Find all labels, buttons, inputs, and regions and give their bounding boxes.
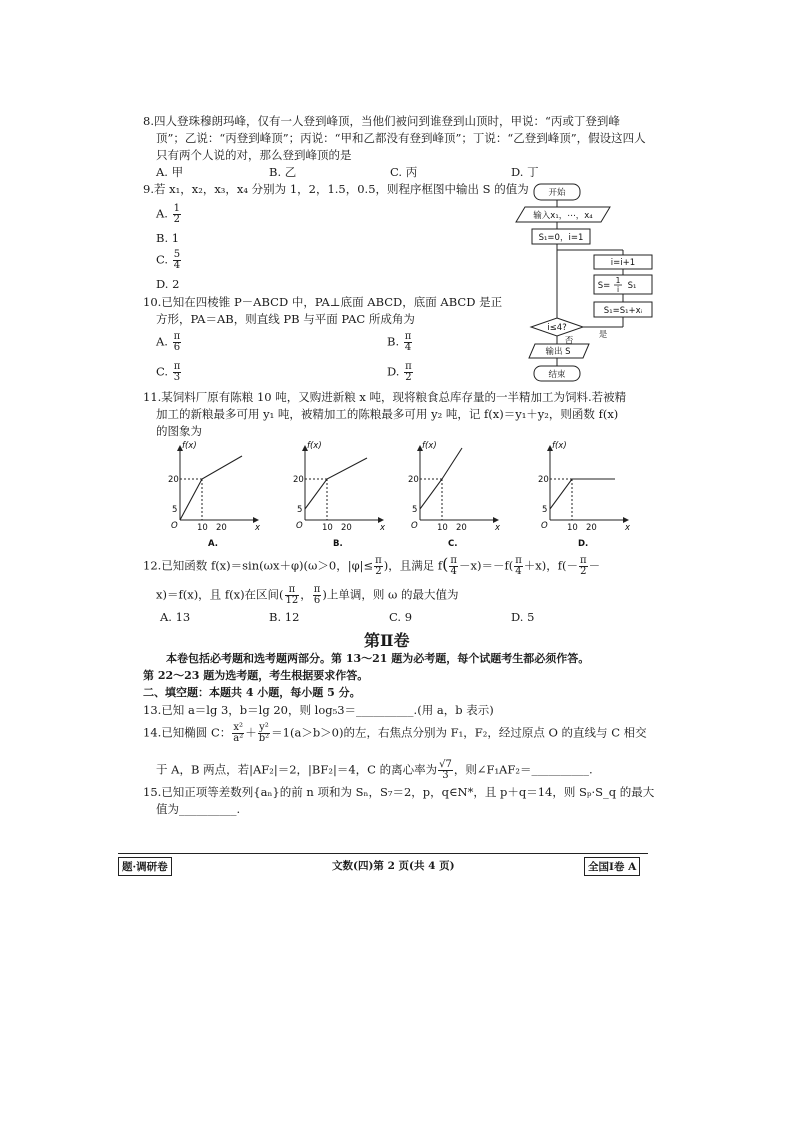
q14-p2: ＝1(a＞b＞0)的左，右焦点分别为 F₁，F₂，经过原点 O 的直线与 C 相交 bbox=[271, 725, 647, 740]
q10-d-label: D. bbox=[387, 364, 400, 379]
graph-b-ylabel: f(x) bbox=[307, 441, 322, 451]
q10-b-den: 4 bbox=[404, 342, 412, 353]
q10-b-num: π bbox=[404, 331, 412, 342]
graph-c-origin: O bbox=[411, 521, 418, 531]
graph-c-x10: 10 bbox=[437, 523, 448, 533]
graph-a bbox=[180, 446, 258, 520]
graph-a-ylabel: f(x) bbox=[182, 441, 197, 451]
q9-c-den: 4 bbox=[173, 260, 181, 271]
q15-line2: 值为__________. bbox=[156, 802, 241, 816]
q10-line1: 10.已知在四棱锥 P－ABCD 中，PA⊥底面 ABCD，底面 ABCD 是正 bbox=[143, 295, 503, 309]
q10-b-label: B. bbox=[387, 334, 400, 349]
q12-two-b: 2 bbox=[580, 566, 587, 577]
q9-stem: 9.若 x₁，x₂，x₃，x₄ 分别为 1，2，1.5，0.5，则程序框图中输出 S 的值为 bbox=[143, 182, 529, 196]
q12-frac-pi12 bbox=[285, 585, 300, 606]
q12-option-d: D. 5 bbox=[511, 610, 535, 624]
q10-a-label: A. bbox=[156, 334, 168, 349]
q8-line3: 只有两个人说的对，那么登到峰顶的是 bbox=[156, 148, 352, 162]
flow-input-text: 输入x₁，⋯，x₄ bbox=[533, 211, 593, 221]
q12-l2a: x)＝f(x)，且 f(x)在区间( bbox=[156, 587, 284, 602]
q9-a-fraction bbox=[173, 204, 181, 225]
q12-four-b: 4 bbox=[515, 566, 522, 577]
graph-b-y5: 5 bbox=[297, 505, 303, 515]
q11-line2: 加工的新粮最多可用 y₁ 吨，被精加工的陈粮最多可用 y₂ 吨，记 f(x)＝y₁＋y₂，则函数 f(x) bbox=[156, 407, 619, 421]
q10-option-b bbox=[387, 332, 413, 353]
flow-init-text: S₁=0，i=1 bbox=[538, 233, 584, 243]
q10-c-den: 3 bbox=[173, 372, 181, 383]
graph-d-x20: 20 bbox=[586, 523, 597, 533]
q8-option-d: D. 丁 bbox=[511, 165, 539, 179]
graph-d-label: D. bbox=[578, 539, 589, 549]
q9-c-fraction bbox=[173, 250, 181, 271]
graph-a-y20: 20 bbox=[168, 475, 179, 485]
q12-line1 bbox=[143, 556, 600, 577]
graph-b-x20: 20 bbox=[341, 523, 352, 533]
q12-p4: ( bbox=[442, 554, 449, 574]
flow-s-sub: S₁ bbox=[627, 281, 637, 291]
flow-no-label: 否 bbox=[564, 336, 574, 346]
q12-p1: 12.已知函数 f(x)＝sin(ωx＋φ) bbox=[143, 558, 304, 573]
q12-pi-a: π bbox=[375, 555, 382, 566]
q10-a-fraction bbox=[173, 332, 182, 353]
q12-frac-pi4a bbox=[449, 556, 458, 577]
q9-a-num: 1 bbox=[173, 203, 180, 214]
part2-intro-line2: 第 22～23 题为选考题，考生根据要求作答。 bbox=[143, 669, 369, 682]
graph-c-label: C. bbox=[448, 539, 458, 549]
q14-line2 bbox=[156, 760, 593, 781]
q11-line3: 的图象为 bbox=[156, 424, 202, 438]
q9-option-c bbox=[156, 250, 182, 271]
q12-p7: － bbox=[588, 558, 601, 573]
q14-plus: ＋ bbox=[245, 725, 257, 740]
q12-p6: ＋x)，f(－ bbox=[523, 558, 578, 573]
footer-rule bbox=[118, 853, 648, 854]
q12-frac-pi2b bbox=[579, 556, 588, 577]
q12-two-a: 2 bbox=[375, 566, 382, 577]
q10-c-label: C. bbox=[156, 364, 169, 379]
graph-c-y5: 5 bbox=[412, 505, 418, 515]
q10-d-den: 2 bbox=[405, 372, 412, 383]
q8-line2: 顶”；乙说：“丙登到峰顶”；丙说：“甲和乙都没有登到峰顶”；丁说：“乙登到峰顶”，假设这四人 bbox=[156, 131, 646, 145]
q9-option-b: B. 1 bbox=[156, 231, 180, 245]
graph-d bbox=[550, 446, 628, 520]
q12-pi-e: π bbox=[285, 585, 300, 596]
q13-text: 13.已知 a＝lg 3，b＝lg 20，则 log₅3＝__________.(用 a，b 表示) bbox=[143, 703, 494, 717]
q10-c-num: π bbox=[173, 361, 181, 372]
graph-d-origin: O bbox=[541, 521, 548, 531]
q10-option-a bbox=[156, 332, 182, 353]
graph-a-xlabel: x bbox=[255, 523, 261, 533]
graph-c-xlabel: x bbox=[495, 523, 501, 533]
graph-d-xlabel: x bbox=[625, 523, 630, 533]
q10-b-fraction bbox=[404, 332, 413, 353]
q14-xden: a² bbox=[233, 733, 244, 744]
q15-line1: 15.已知正项等差数列{aₙ}的前 n 项和为 Sₙ，S₇＝2，p，q∈N*，且 p＋q＝14，则 Sₚ·S_q 的最大 bbox=[143, 785, 655, 799]
graph-a-x10: 10 bbox=[197, 523, 208, 533]
q8-option-c: C. 丙 bbox=[390, 165, 418, 179]
flow-s-eq: S= bbox=[597, 281, 611, 291]
q12-frac-pi2 bbox=[374, 556, 383, 577]
q10-option-d bbox=[387, 362, 414, 383]
graph-b-x10: 10 bbox=[322, 523, 333, 533]
q10-c-fraction bbox=[173, 362, 182, 383]
q14-eden: 3 bbox=[442, 770, 449, 781]
q14-l2a: 于 A，B 两点，若|AF₂|＝2，|BF₂|＝4，C 的离心率为 bbox=[156, 762, 438, 777]
graph-d-x10: 10 bbox=[567, 523, 578, 533]
q12-pi-c: π bbox=[515, 555, 522, 566]
q12-p5: －x)＝－f( bbox=[458, 558, 514, 573]
flow-s-num: 1 bbox=[615, 276, 621, 285]
q9-a-den: 2 bbox=[173, 214, 180, 225]
footer-right: 全国Ⅰ卷 A bbox=[584, 857, 640, 876]
q12-pi-b: π bbox=[450, 555, 457, 566]
q8-option-a: A. 甲 bbox=[156, 165, 184, 179]
graph-c bbox=[420, 446, 498, 520]
q12-l2b: )上单调，则 ω 的最大值为 bbox=[322, 587, 459, 602]
q12-p2: (ω＞0，|φ|≤ bbox=[303, 558, 374, 573]
q12-option-b: B. 12 bbox=[269, 610, 300, 624]
flow-accum-text: S₁=S₁+xᵢ bbox=[603, 306, 643, 316]
q12-frac-pi4b bbox=[514, 556, 523, 577]
q9-option-d: D. 2 bbox=[156, 277, 180, 291]
q14-x-fraction bbox=[232, 723, 244, 744]
q10-d-num: π bbox=[405, 361, 412, 372]
q12-line2 bbox=[156, 585, 459, 606]
q10-line2: 方形，PA＝AB，则直线 PB 与平面 PAC 所成角为 bbox=[156, 312, 415, 326]
graph-c-ylabel: f(x) bbox=[422, 441, 437, 451]
q14-yden: b² bbox=[258, 733, 270, 744]
graph-b bbox=[305, 446, 383, 520]
q12-six: 6 bbox=[313, 595, 321, 606]
section-fill-in-heading: 二、填空题：本题共 4 小题，每小题 5 分。 bbox=[143, 686, 361, 699]
graph-a-curve bbox=[180, 456, 242, 520]
q12-frac-pi6 bbox=[313, 585, 322, 606]
graph-b-xlabel: x bbox=[380, 523, 386, 533]
graph-b-origin: O bbox=[296, 521, 303, 531]
flow-s-den: i bbox=[616, 285, 620, 294]
q12-p3: )，且满足 f bbox=[383, 558, 443, 573]
q9-c-num: 5 bbox=[173, 249, 181, 260]
q14-l2b: ，则∠F₁AF₂＝__________. bbox=[453, 762, 593, 777]
graph-d-y20: 20 bbox=[538, 475, 549, 485]
graph-b-curve bbox=[305, 458, 367, 509]
part2-title: 第Ⅱ卷 bbox=[364, 631, 410, 650]
q12-comma: ， bbox=[300, 587, 312, 602]
q14-xnum: x² bbox=[233, 722, 244, 733]
q12-pi-f: π bbox=[313, 584, 321, 595]
graph-c-y20: 20 bbox=[408, 475, 419, 485]
q12-four-a: 4 bbox=[450, 566, 457, 577]
q12-pi-d: π bbox=[580, 555, 587, 566]
q9-option-a bbox=[156, 204, 182, 225]
graph-c-x20: 20 bbox=[456, 523, 467, 533]
q9-c-label: C. bbox=[156, 252, 169, 267]
graph-d-curve bbox=[550, 479, 615, 509]
q10-option-c bbox=[156, 362, 182, 383]
q14-enum: √7 bbox=[439, 759, 452, 770]
flow-end-text: 结束 bbox=[548, 370, 566, 380]
q14-ynum: y² bbox=[259, 722, 269, 733]
flow-start-text: 开始 bbox=[548, 188, 566, 198]
graph-a-origin: O bbox=[171, 521, 178, 531]
q8-option-b: B. 乙 bbox=[269, 165, 297, 179]
q11-line1: 11.某饲料厂原有陈粮 10 吨，又购进新粮 x 吨，现将粮食总库存量的一半精加工为饲料.若被精 bbox=[143, 390, 627, 404]
graph-b-label: B. bbox=[333, 539, 343, 549]
graph-d-y5: 5 bbox=[542, 505, 548, 515]
q8-line1: 8.四人登珠穆朗玛峰，仅有一人登到峰顶，当他们被问到谁登到山顶时，甲说：“丙或丁登到峰 bbox=[143, 114, 620, 128]
graph-a-y5: 5 bbox=[172, 505, 178, 515]
graph-d-ylabel: f(x) bbox=[552, 441, 567, 451]
q14-p1: 14.已知椭圆 C： bbox=[143, 725, 232, 740]
q14-line1 bbox=[143, 723, 647, 744]
q10-a-num: π bbox=[173, 331, 181, 342]
flow-yes-label: 是 bbox=[598, 330, 608, 340]
flow-inc-text: i=i+1 bbox=[610, 258, 636, 268]
q9-a-label: A. bbox=[156, 206, 168, 221]
graph-a-label: A. bbox=[208, 539, 218, 549]
q11-graphs bbox=[150, 438, 630, 550]
q12-option-c: C. 9 bbox=[389, 610, 413, 624]
footer-page-number: 文数(四)第 2 页(共 4 页) bbox=[332, 860, 455, 872]
q10-a-den: 6 bbox=[173, 342, 181, 353]
flow-output-text: 输出 S bbox=[545, 347, 571, 357]
q10-d-fraction bbox=[404, 362, 413, 383]
footer-left: 题·调研卷 bbox=[118, 857, 172, 876]
graph-a-x20: 20 bbox=[216, 523, 227, 533]
part2-intro-line1: 本卷包括必考题和选考题两部分。第 13～21 题为必考题，每个试题考生都必须作答。 bbox=[166, 652, 590, 665]
q14-y-fraction bbox=[258, 723, 270, 744]
flow-cond-text: i≤4? bbox=[547, 323, 567, 333]
q12-option-a: A. 13 bbox=[160, 610, 191, 624]
q14-e-fraction bbox=[438, 760, 453, 781]
program-flowchart bbox=[505, 180, 655, 385]
graph-b-y20: 20 bbox=[293, 475, 304, 485]
q12-twelve: 12 bbox=[285, 595, 299, 606]
